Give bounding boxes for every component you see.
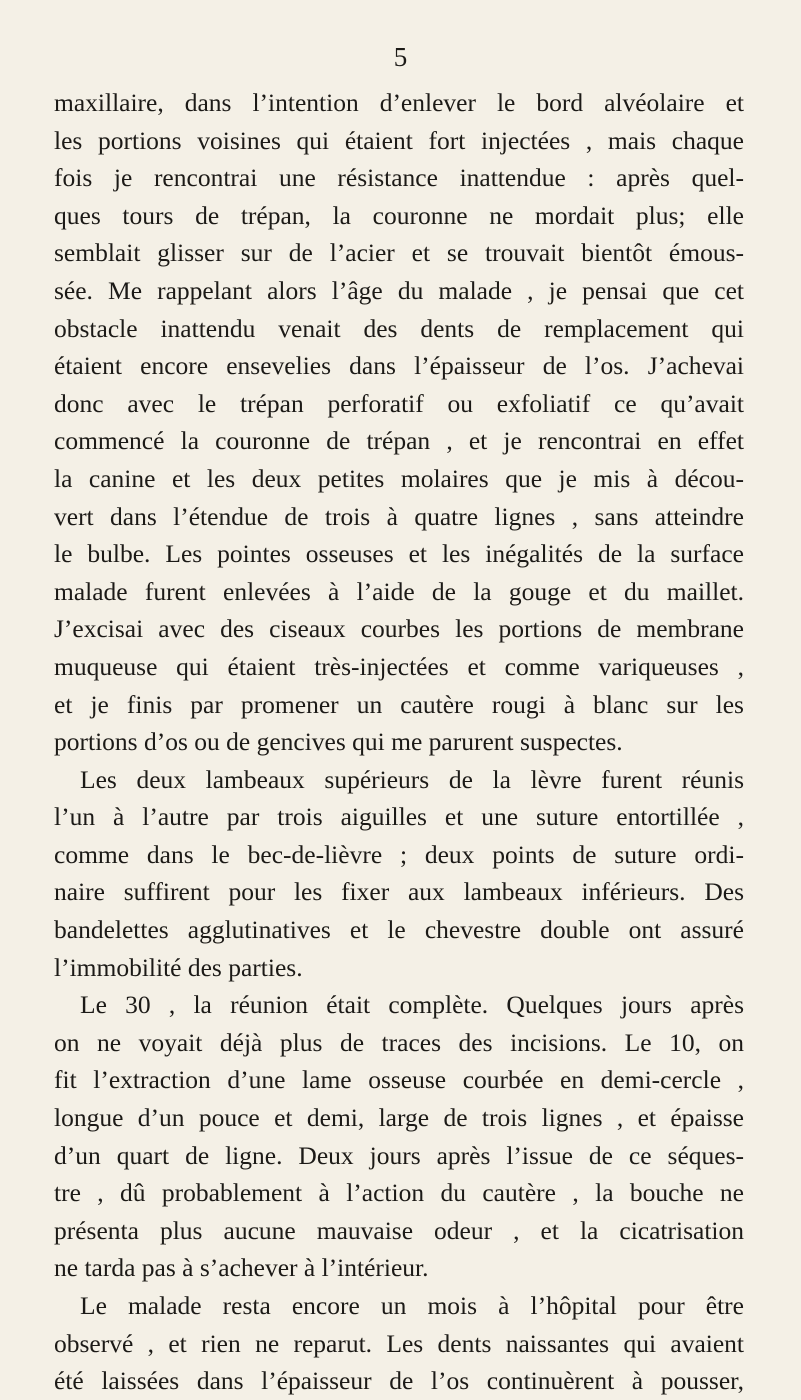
text-line: présenta plus aucune mauvaise odeur , et la cicatrisation (54, 1215, 744, 1245)
body-text (54, 84, 744, 1400)
text-line: et je finis par promener un cautère rougi à blanc sur les (54, 689, 744, 719)
text-line: étaient encore ensevelies dans l’épaisseur de l’os. J’achevai (54, 351, 744, 381)
page-number: 5 (393, 42, 408, 72)
text-line: on ne voyait déjà plus de traces des incisions. Le 10, on (54, 1027, 744, 1057)
text-line: été laissées dans l’épaisseur de l’os continuèrent à pousser, (54, 1366, 744, 1396)
text-line: Le malade resta encore un mois à l’hôpital pour être (80, 1291, 744, 1320)
text-line: vert dans l’étendue de trois à quatre lignes , sans atteindre (54, 501, 744, 531)
text-line: donc avec le trépan perforatif ou exfoliatif ce qu’avait (54, 388, 744, 418)
text-line: portions d’os ou de gencives qui me parurent suspectes. (54, 727, 623, 757)
text-line: ne tarda pas à s’achever à l’intérieur. (54, 1253, 429, 1283)
text-line: sée. Me rappelant alors l’âge du malade , je pensai que cet (54, 275, 744, 305)
text-line: tre , dû probablement à l’action du cautère , la bouche ne (54, 1178, 744, 1208)
text-line: les portions voisines qui étaient fort injectées , mais chaque (54, 125, 744, 155)
text-line: fois je rencontrai une résistance inattendue : après quel- (54, 163, 744, 193)
text-line: ques tours de trépan, la couronne ne mordait plus; elle (54, 200, 744, 230)
text-line: l’un à l’autre par trois aiguilles et une suture entortillée , (54, 802, 744, 832)
text-line: obstacle inattendu venait des dents de remplacement qui (54, 313, 744, 343)
text-line: fit l’extraction d’une lame osseuse courbée en demi-cercle , (54, 1065, 744, 1095)
text-line: l’immobilité des parties. (54, 952, 303, 982)
text-line: observé , et rien ne reparut. Les dents naissantes qui avaient (54, 1328, 744, 1358)
text-line: semblait glisser sur de l’acier et se trouvait bientôt émous- (54, 238, 744, 268)
text-line: d’un quart de ligne. Deux jours après l’issue de ce séques- (54, 1140, 744, 1170)
text-line: naire suffirent pour les fixer aux lambeaux inférieurs. Des (54, 877, 744, 907)
text-line: Le 30 , la réunion était complète. Quelques jours après (80, 990, 744, 1020)
text-line: le bulbe. Les pointes osseuses et les inégalités de la surface (54, 539, 744, 569)
text-line: commencé la couronne de trépan , et je rencontrai en effet (54, 426, 744, 456)
text-line: malade furent enlevées à l’aide de la gouge et du maillet. (54, 576, 744, 606)
text-line: longue d’un pouce et demi, large de trois lignes , et épaisse (54, 1103, 744, 1133)
text-line: J’excisai avec des ciseaux courbes les portions de membrane (54, 614, 744, 644)
text-line: maxillaire, dans l’intention d’enlever le bord alvéolaire et (54, 88, 744, 117)
text-line: bandelettes agglutinatives et le chevestre double ont assuré (54, 915, 744, 945)
text-line: muqueuse qui étaient très-injectées et comme variqueuses , (54, 651, 744, 681)
text-line: la canine et les deux petites molaires que je mis à décou- (54, 463, 744, 493)
text-line: comme dans le bec-de-lièvre ; deux points de suture ordi- (54, 839, 744, 869)
text-line: Les deux lambeaux supérieurs de la lèvre furent réunis (80, 764, 744, 794)
